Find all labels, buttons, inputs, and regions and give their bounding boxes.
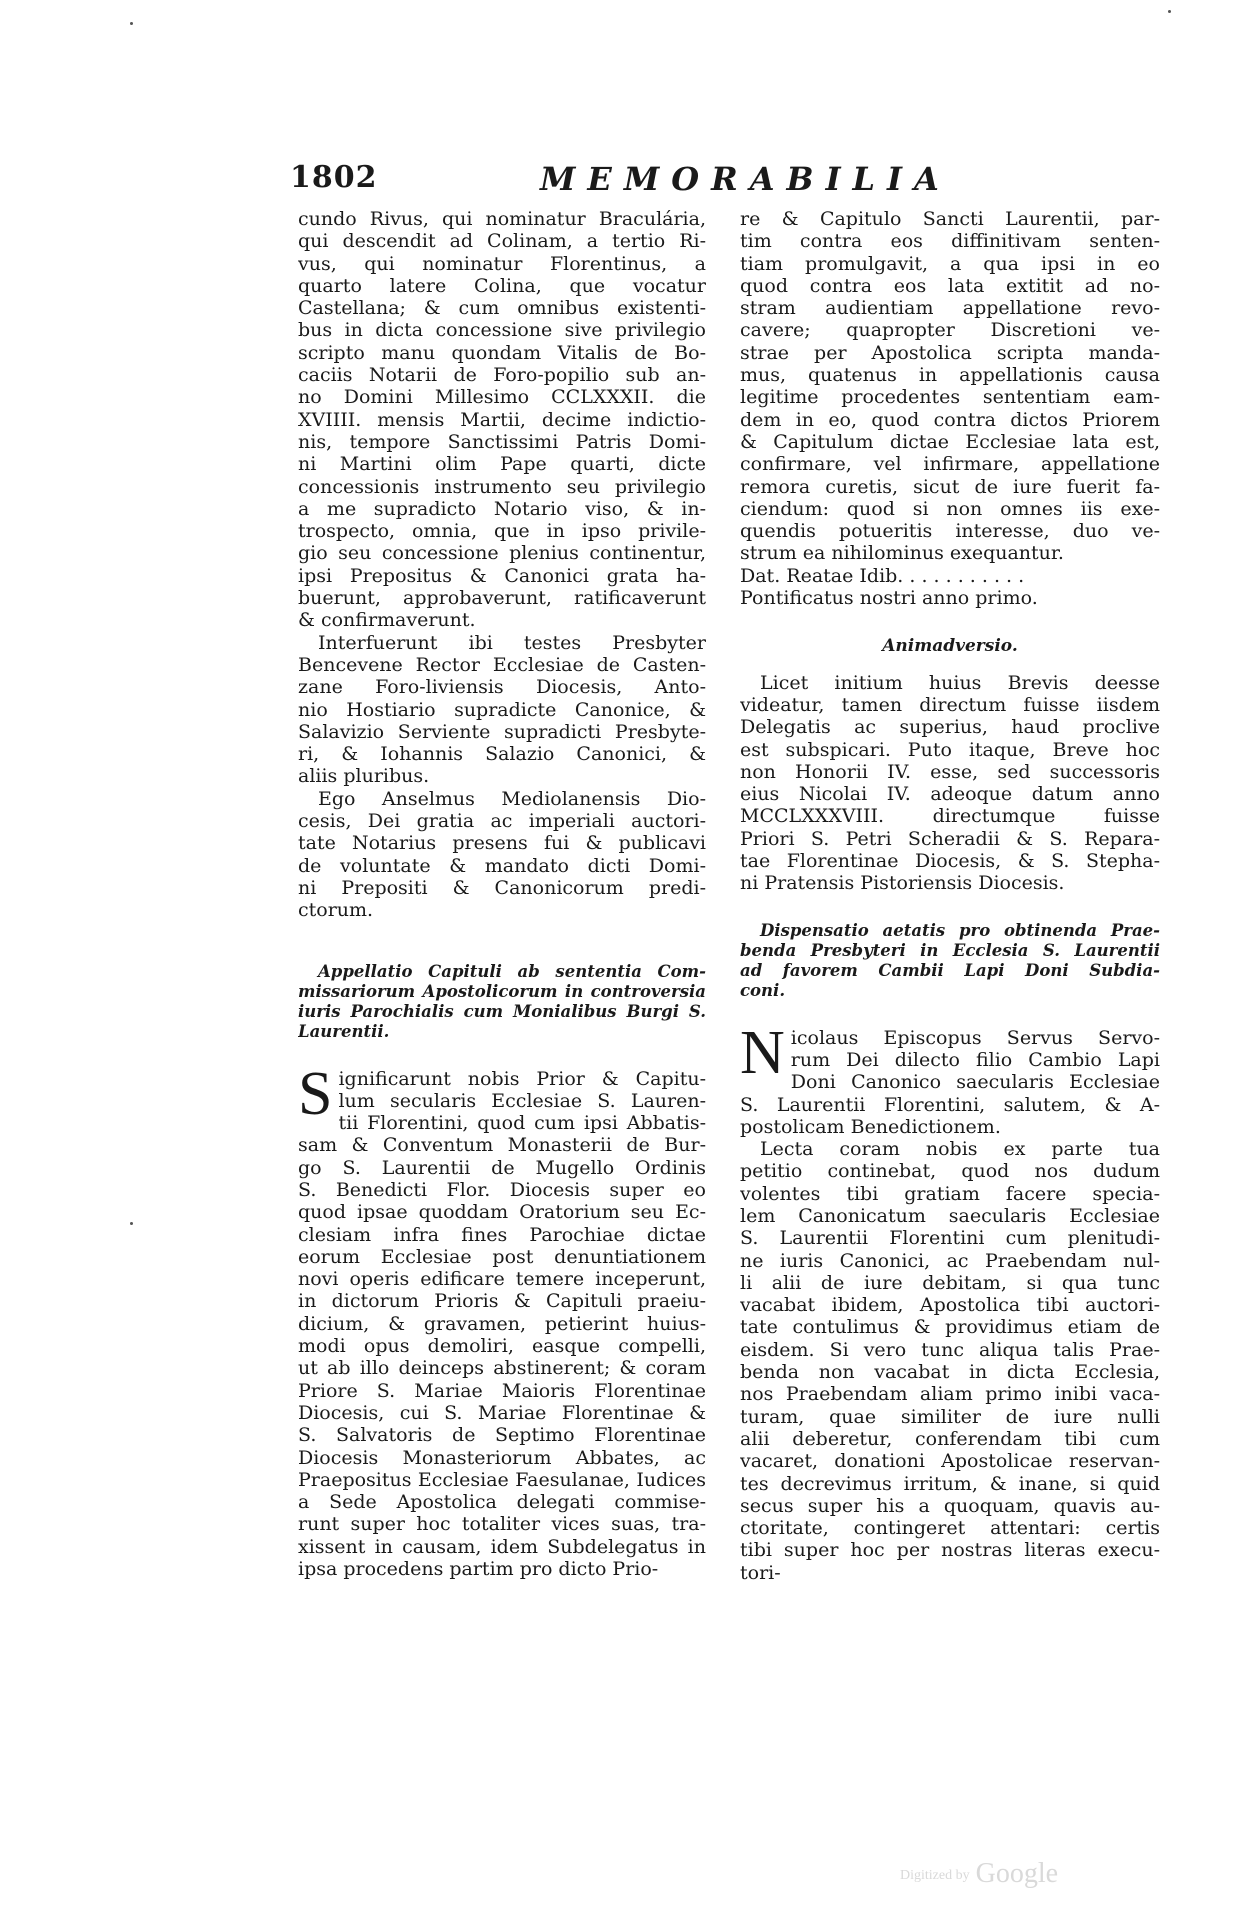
text-line: scripto manu quondam Vitalis de Bo-: [298, 341, 706, 364]
text-line: Dispensatio aetatis pro obtinenda Prae-: [760, 920, 1160, 940]
text-line: S. Benedicti Flor. Diocesis super eo: [298, 1178, 706, 1201]
paragraph-licet: [740, 672, 1160, 895]
text-line: tii Florentini, quod cum ipsi Abbatis-: [338, 1112, 706, 1135]
text-line: li alii de iure debitam, si qua tunc: [740, 1271, 1160, 1294]
text-line: Delegatis ac superius, haud proclive: [740, 716, 1160, 739]
text-line: cundo Rivus, qui nominatur Braculária,: [298, 208, 706, 230]
paragraph-witnesses: [298, 632, 706, 788]
digitized-watermark: [900, 1858, 1058, 1890]
paragraph-nicolaus: [740, 1018, 1160, 1138]
text-line: Lecta coram nobis ex parte tua: [760, 1138, 1160, 1161]
text-line: ni Prepositi & Canonicorum predi-: [298, 876, 706, 899]
page-header: [290, 160, 951, 200]
text-line: buerunt, approbaverunt, ratificaverunt: [298, 587, 706, 610]
drop-cap: S: [298, 1059, 333, 1128]
text-line: confirmare, vel infirmare, appellatione: [740, 453, 1160, 476]
text-line: cesis, Dei gratia ac imperiali auctori-: [298, 810, 706, 833]
text-line: remora curetis, sicut de iure fuerit fa-: [740, 475, 1160, 498]
text-line: ni Pratensis Pistoriensis Diocesis.: [740, 872, 1065, 895]
text-line: Ego Anselmus Mediolanensis Dio-: [318, 787, 706, 810]
text-line: turam, quae similiter de iure nulli: [740, 1405, 1160, 1428]
text-line: ipsi Prepositus & Canonici grata ha-: [298, 564, 706, 587]
text-line: aliis pluribus.: [298, 765, 430, 788]
text-line: icolaus Episcopus Servus Servo-: [790, 1026, 1160, 1049]
text-line: iuris Parochialis cum Monialibus Burgi S.: [298, 1001, 706, 1021]
text-line: re & Capitulo Sancti Laurentii, par-: [740, 208, 1160, 230]
text-line: secus super his a quoquam, quavis au-: [740, 1494, 1160, 1517]
text-line: dicium, & gravamen, petierint huius-: [298, 1312, 706, 1335]
text-line: lem Canonicatum saecularis Ecclesiae: [740, 1204, 1160, 1227]
text-line: in dictorum Prioris & Capituli praeiu-: [298, 1290, 706, 1313]
text-line: caciis Notarii de Foro-popilio sub an-: [298, 364, 706, 387]
text-line: missariorum Apostolicorum in controversia: [298, 981, 706, 1001]
text-line: quod ipsae quoddam Oratorium seu Ec-: [298, 1201, 706, 1224]
text-line: eius Nicolai IV. adeoque datum anno: [740, 783, 1160, 806]
text-line: Laurentii.: [298, 1021, 390, 1041]
paragraph-continuation: [740, 208, 1160, 565]
text-line: strae per Apostolica scripta manda-: [740, 341, 1160, 364]
text-line: quendis potueritis interesse, duo ve-: [740, 520, 1160, 543]
text-line: ipsa procedens partim pro dicto Prio-: [298, 1558, 659, 1581]
text-line: alii deberetur, conferendam tibi cum: [740, 1427, 1160, 1450]
text-line: zane Foro-liviensis Diocesis, Anto-: [298, 676, 706, 699]
paragraph-notary: [298, 788, 706, 922]
text-line: dem in eo, quod contra dictos Priorem: [740, 408, 1160, 431]
section-heading-dispensatio: [740, 921, 1160, 1001]
text-line: Priore S. Mariae Maioris Florentinae: [298, 1379, 706, 1402]
text-line: tiam promulgavit, a qua ipsi in eo: [740, 252, 1160, 275]
text-line: qui descendit ad Colinam, a tertio Ri-: [298, 230, 706, 253]
text-line: tate contulimus & providimus etiam de: [740, 1316, 1160, 1339]
page-number: 1802: [290, 160, 378, 195]
text-line: go S. Laurentii de Mugello Ordinis: [298, 1156, 706, 1179]
text-line: no Domini Millesimo CCLXXXII. die: [298, 386, 706, 409]
text-line: Doni Canonico saecularis Ecclesiae: [790, 1071, 1160, 1094]
text-line: concessionis instrumento seu privilegio: [298, 475, 706, 498]
text-line: tim contra eos diffinitivam senten-: [740, 230, 1160, 253]
running-title: MEMORABILIA: [540, 160, 951, 198]
text-line: ignificarunt nobis Prior & Capitu-: [338, 1067, 706, 1090]
text-line: Interfuerunt ibi testes Presbyter: [318, 631, 706, 654]
paragraph-continuation: [298, 208, 706, 632]
text-line: bus in dicta concessione sive privilegio: [298, 319, 706, 342]
text-line: & Capitulum dictae Ecclesiae lata est,: [740, 430, 1160, 453]
text-line: quod contra eos lata extitit ad no-: [740, 274, 1160, 297]
text-line: vacaret, donationi Apostolicae reservan-: [740, 1450, 1160, 1473]
text-line: tori-: [740, 1561, 781, 1584]
text-line: vacabat ibidem, Apostolica tibi auctori-: [740, 1294, 1160, 1317]
text-line: MCCLXXXVIII. directumque fuisse: [740, 805, 1160, 828]
text-line: nos Praebendam aliam primo inibi vaca-: [740, 1383, 1160, 1406]
text-line: Praepositus Ecclesiae Faesulanae, Iudices: [298, 1468, 706, 1491]
text-line: petitio continebat, quod nos dudum: [740, 1160, 1160, 1183]
text-line: est subspicari. Puto itaque, Breve hoc: [740, 738, 1160, 761]
text-line: gio seu concessione plenius continentur,: [298, 542, 706, 565]
text-line: Bencevene Rector Ecclesiae de Casten-: [298, 653, 706, 676]
text-line: benda Presbyteri in Ecclesia S. Laurentii: [740, 940, 1160, 960]
text-line: tibi super hoc per nostras literas execu-: [740, 1539, 1160, 1562]
text-line: Appellatio Capituli ab sententia Com-: [318, 961, 706, 981]
text-line: XVIIII. mensis Martii, decime indictio-: [298, 408, 706, 431]
paragraph-lecta: [740, 1138, 1160, 1584]
text-line: clesiam infra fines Parochiae dictae: [298, 1223, 706, 1246]
text-line: de voluntate & mandato dicti Domi-: [298, 854, 706, 877]
text-line: ctorum.: [298, 899, 374, 922]
text-line: coni.: [740, 980, 786, 1000]
text-line: tate Notarius presens fui & publicavi: [298, 832, 706, 855]
text-line: Salavizio Serviente supradicti Presbyte-: [298, 720, 706, 743]
text-line: vus, qui nominatur Florentinus, a: [298, 252, 706, 275]
text-line: ri, & Iohannis Salazio Canonici, &: [298, 743, 706, 766]
text-line: quarto latere Colina, que vocatur: [298, 274, 706, 297]
text-line: ciendum: quod si non omnes iis exe-: [740, 497, 1160, 520]
text-line: ut ab illo deinceps abstinerent; & coram: [298, 1357, 706, 1380]
text-line: tae Florentinae Diocesis, & S. Stepha-: [740, 850, 1160, 873]
animadversio-heading: Animadversio.: [882, 636, 1018, 657]
text-line: Castellana; & cum omnibus existenti-: [298, 297, 706, 320]
text-line: ni Martini olim Pape quarti, dicte: [298, 453, 706, 476]
text-line: videatur, tamen directum fuisse iisdem: [740, 693, 1160, 716]
text-line: xissent in causam, idem Subdelegatus in: [298, 1535, 706, 1558]
pontificatus-line: Pontificatus nostri anno primo.: [740, 587, 1038, 610]
paragraph-significarunt: [298, 1059, 706, 1581]
text-line: non Honorii IV. esse, sed successoris: [740, 760, 1160, 783]
dat-line: Dat. Reatae Idib. . . . . . . . . . .: [740, 564, 1025, 587]
right-column: [740, 208, 1160, 1584]
text-line: a Sede Apostolica delegati commise-: [298, 1491, 706, 1514]
text-line: stram audientiam appellatione revo-: [740, 297, 1160, 320]
text-line: Diocesis Monasteriorum Abbates, ac: [298, 1446, 706, 1469]
text-line: ne iuris Canonici, ac Praebendam nul-: [740, 1249, 1160, 1272]
text-line: ad favorem Cambii Lapi Doni Subdia-: [740, 960, 1160, 980]
text-line: S. Laurentii Florentini, salutem, & A-: [740, 1093, 1160, 1116]
text-line: cavere; quapropter Discretioni ve-: [740, 319, 1160, 342]
text-line: novi operis edificare temere inceperunt,: [298, 1268, 706, 1291]
left-column: [298, 208, 706, 1580]
text-line: Licet initium huius Brevis deesse: [760, 671, 1160, 694]
text-line: benda non vacabat in dicta Ecclesia,: [740, 1361, 1160, 1384]
text-line: & confirmaverunt.: [298, 609, 476, 632]
text-line: Priori S. Petri Scheradii & S. Repara-: [740, 827, 1160, 850]
text-line: a me supradicto Notario viso, & in-: [298, 497, 706, 520]
text-line: rum Dei dilecto filio Cambio Lapi: [790, 1048, 1160, 1071]
text-line: lum secularis Ecclesiae S. Lauren-: [338, 1089, 706, 1112]
section-heading-appellatio: [298, 962, 706, 1042]
text-line: strum ea nihilominus exequantur.: [740, 542, 1064, 565]
text-line: runt super hoc totaliter vices suas, tra-: [298, 1513, 706, 1536]
text-line: modi opus demoliri, easque compelli,: [298, 1335, 706, 1358]
text-line: sam & Conventum Monasterii de Bur-: [298, 1134, 706, 1157]
text-line: tes decrevimus irritum, & inane, si quid: [740, 1472, 1160, 1495]
text-line: legitime procedentes sententiam eam-: [740, 386, 1160, 409]
text-line: volentes tibi gratiam facere specia-: [740, 1182, 1160, 1205]
text-line: ctoritate, contingeret attentari: certis: [740, 1517, 1160, 1540]
watermark-brand: Google: [975, 1858, 1059, 1889]
text-line: Diocesis, cui S. Mariae Florentinae &: [298, 1401, 706, 1424]
text-line: S. Laurentii Florentini cum plenitudi-: [740, 1227, 1160, 1250]
text-line: trospecto, omnia, que in ipso privile-: [298, 520, 706, 543]
text-line: eorum Ecclesiae post denuntiationem: [298, 1245, 706, 1268]
text-line: postolicam Benedictionem.: [740, 1115, 1001, 1138]
text-line: mus, quatenus in appellationis causa: [740, 364, 1160, 387]
watermark-prefix: Digitized by: [900, 1867, 970, 1883]
text-line: nis, tempore Sanctissimi Patris Domi-: [298, 430, 706, 453]
text-line: S. Salvatoris de Septimo Florentinae: [298, 1424, 706, 1447]
text-line: eisdem. Si vero tunc aliqua talis Prae-: [740, 1338, 1160, 1361]
drop-cap: N: [740, 1018, 785, 1087]
text-line: nio Hostiario supradicte Canonice, &: [298, 698, 706, 721]
